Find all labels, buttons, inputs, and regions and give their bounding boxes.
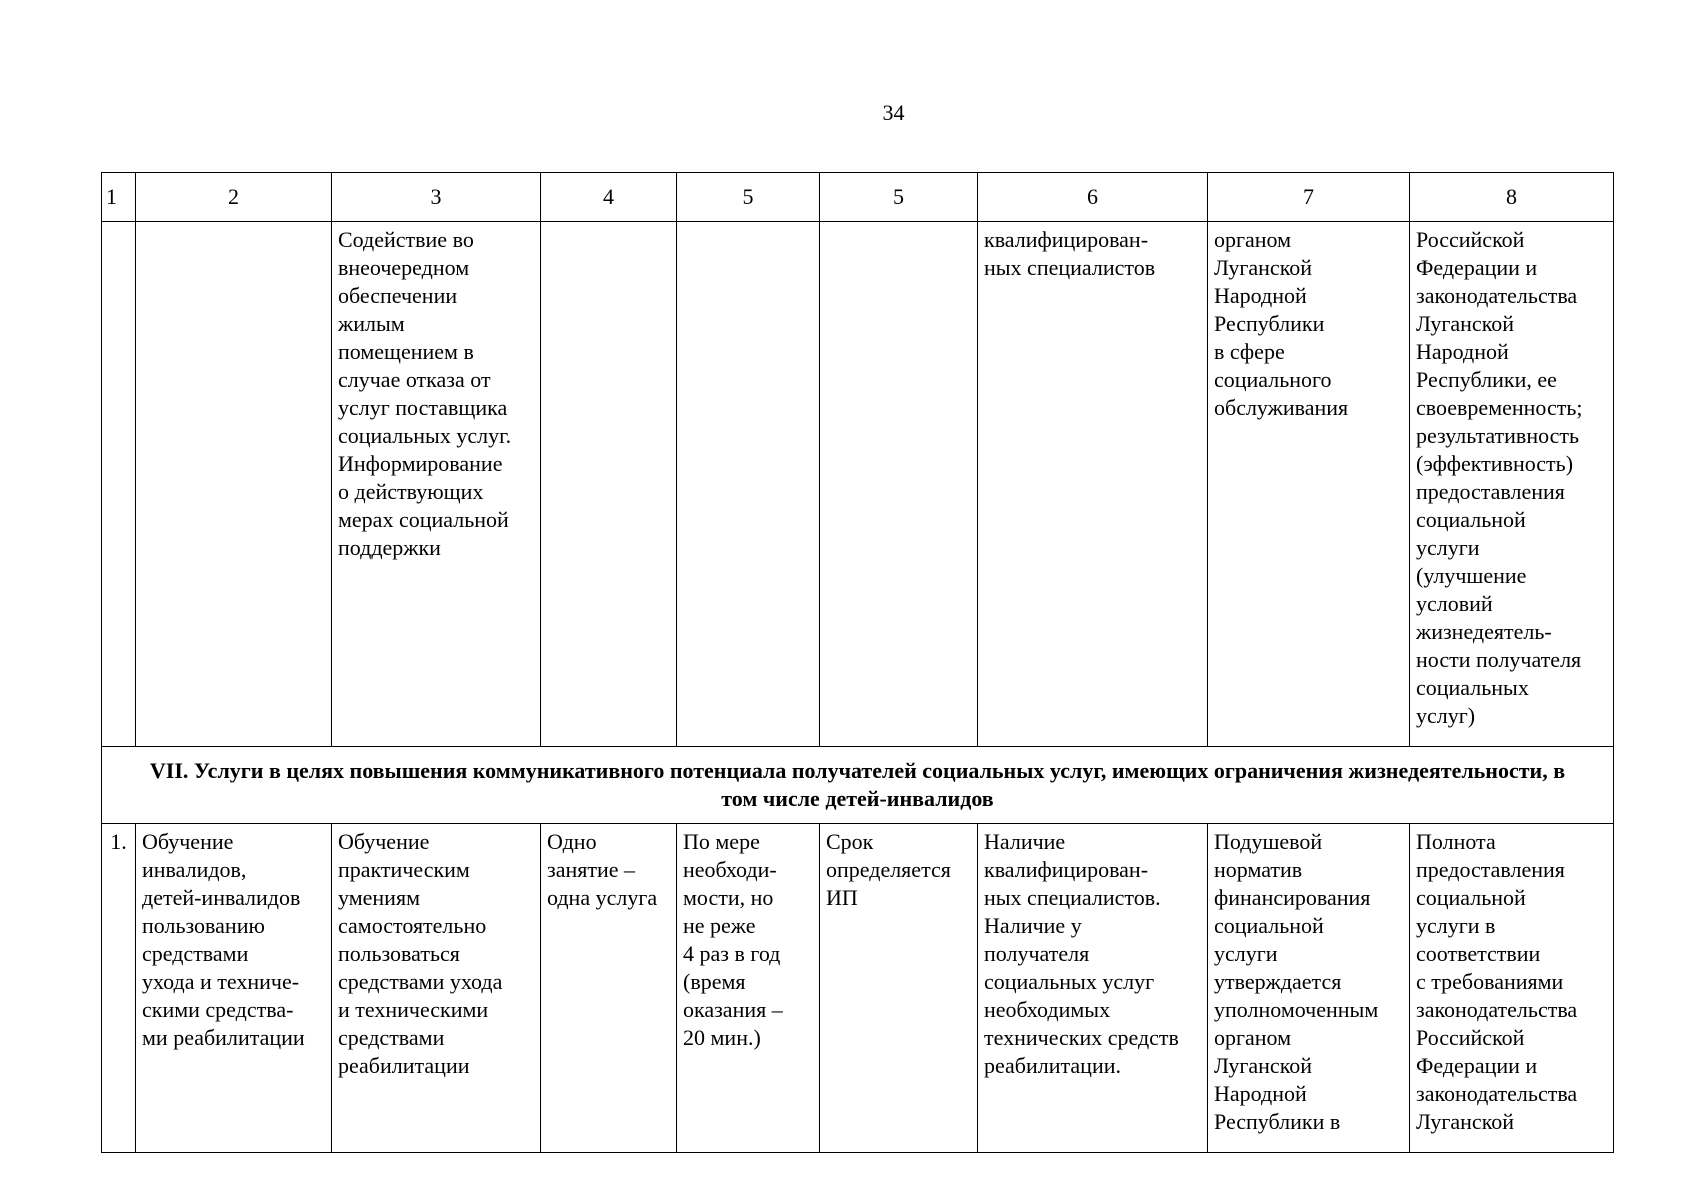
section-row bbox=[102, 747, 1614, 824]
conditions-cell: квалифицирован- ных специалистов bbox=[978, 222, 1208, 747]
financing-cell: органом Луганской Народной Республики в сфере социального обслуживания bbox=[1208, 222, 1410, 747]
header-cell-3: 3 bbox=[332, 173, 541, 222]
table-cell bbox=[102, 222, 136, 747]
service-name-cell: Обучение инвалидов, детей-инвалидов пользованию средствами ухода и техниче- скими средства- ми реабилитации bbox=[136, 824, 332, 1153]
service-content-cell: Обучение практическим умениям самостоятельно пользоваться средствами ухода и техническими средствами реабилитации bbox=[332, 824, 541, 1153]
table-cell bbox=[677, 222, 820, 747]
section-title: VII. Услуги в целях повышения коммуникативного потенциала получателей социальных услуг, имеющих ограничения жизнедеятельности, в том числе детей-инвалидов bbox=[102, 747, 1614, 824]
header-cell-1: 1 bbox=[102, 173, 136, 222]
page-number: 34 bbox=[882, 100, 905, 125]
header-cell-5: 5 bbox=[677, 173, 820, 222]
column-numbers-row bbox=[102, 173, 1614, 222]
quality-criteria-cell: Российской Федерации и законодательства Луганской Народной Республики, ее своевременность; результативность (эффективность) предоставления социальной услуги (улучшение условий жизнедеятель- ности получателя социальных услуг) bbox=[1410, 222, 1614, 747]
conditions-cell: Наличие квалифицирован- ных специалистов. Наличие у получателя социальных услуг необходимых технических средств реабилитации. bbox=[978, 824, 1208, 1153]
header-cell-2: 2 bbox=[136, 173, 332, 222]
table-cell bbox=[541, 222, 677, 747]
service-frequency-cell: По мере необходи- мости, но не реже 4 раз в год (время оказания – 20 мин.) bbox=[677, 824, 820, 1153]
continuation-row bbox=[102, 222, 1614, 747]
table-row bbox=[102, 824, 1614, 1153]
header-cell-6: 6 bbox=[978, 173, 1208, 222]
service-volume-cell: Одно занятие – одна услуга bbox=[541, 824, 677, 1153]
service-term-cell: Срок определяется ИП bbox=[820, 824, 978, 1153]
header-cell-7: 7 bbox=[1208, 173, 1410, 222]
item-number-cell: 1. bbox=[102, 824, 136, 1153]
header-cell-5b: 5 bbox=[820, 173, 978, 222]
table-cell bbox=[136, 222, 332, 747]
service-content-cell: Содействие во внеочередном обеспечении жилым помещением в случае отказа от услуг поставщика социальных услуг. Информирование о действующих мерах социальной поддержки bbox=[332, 222, 541, 747]
table-cell bbox=[820, 222, 978, 747]
quality-criteria-cell: Полнота предоставления социальной услуги в соответствии с требованиями законодательства Российской Федерации и законодательства Луганской bbox=[1410, 824, 1614, 1153]
header-cell-4: 4 bbox=[541, 173, 677, 222]
financing-cell: Подушевой норматив финансирования социальной услуги утверждается уполномоченным органом Луганской Народной Республики в bbox=[1208, 824, 1410, 1153]
services-table bbox=[101, 172, 1614, 1153]
header-cell-8: 8 bbox=[1410, 173, 1614, 222]
